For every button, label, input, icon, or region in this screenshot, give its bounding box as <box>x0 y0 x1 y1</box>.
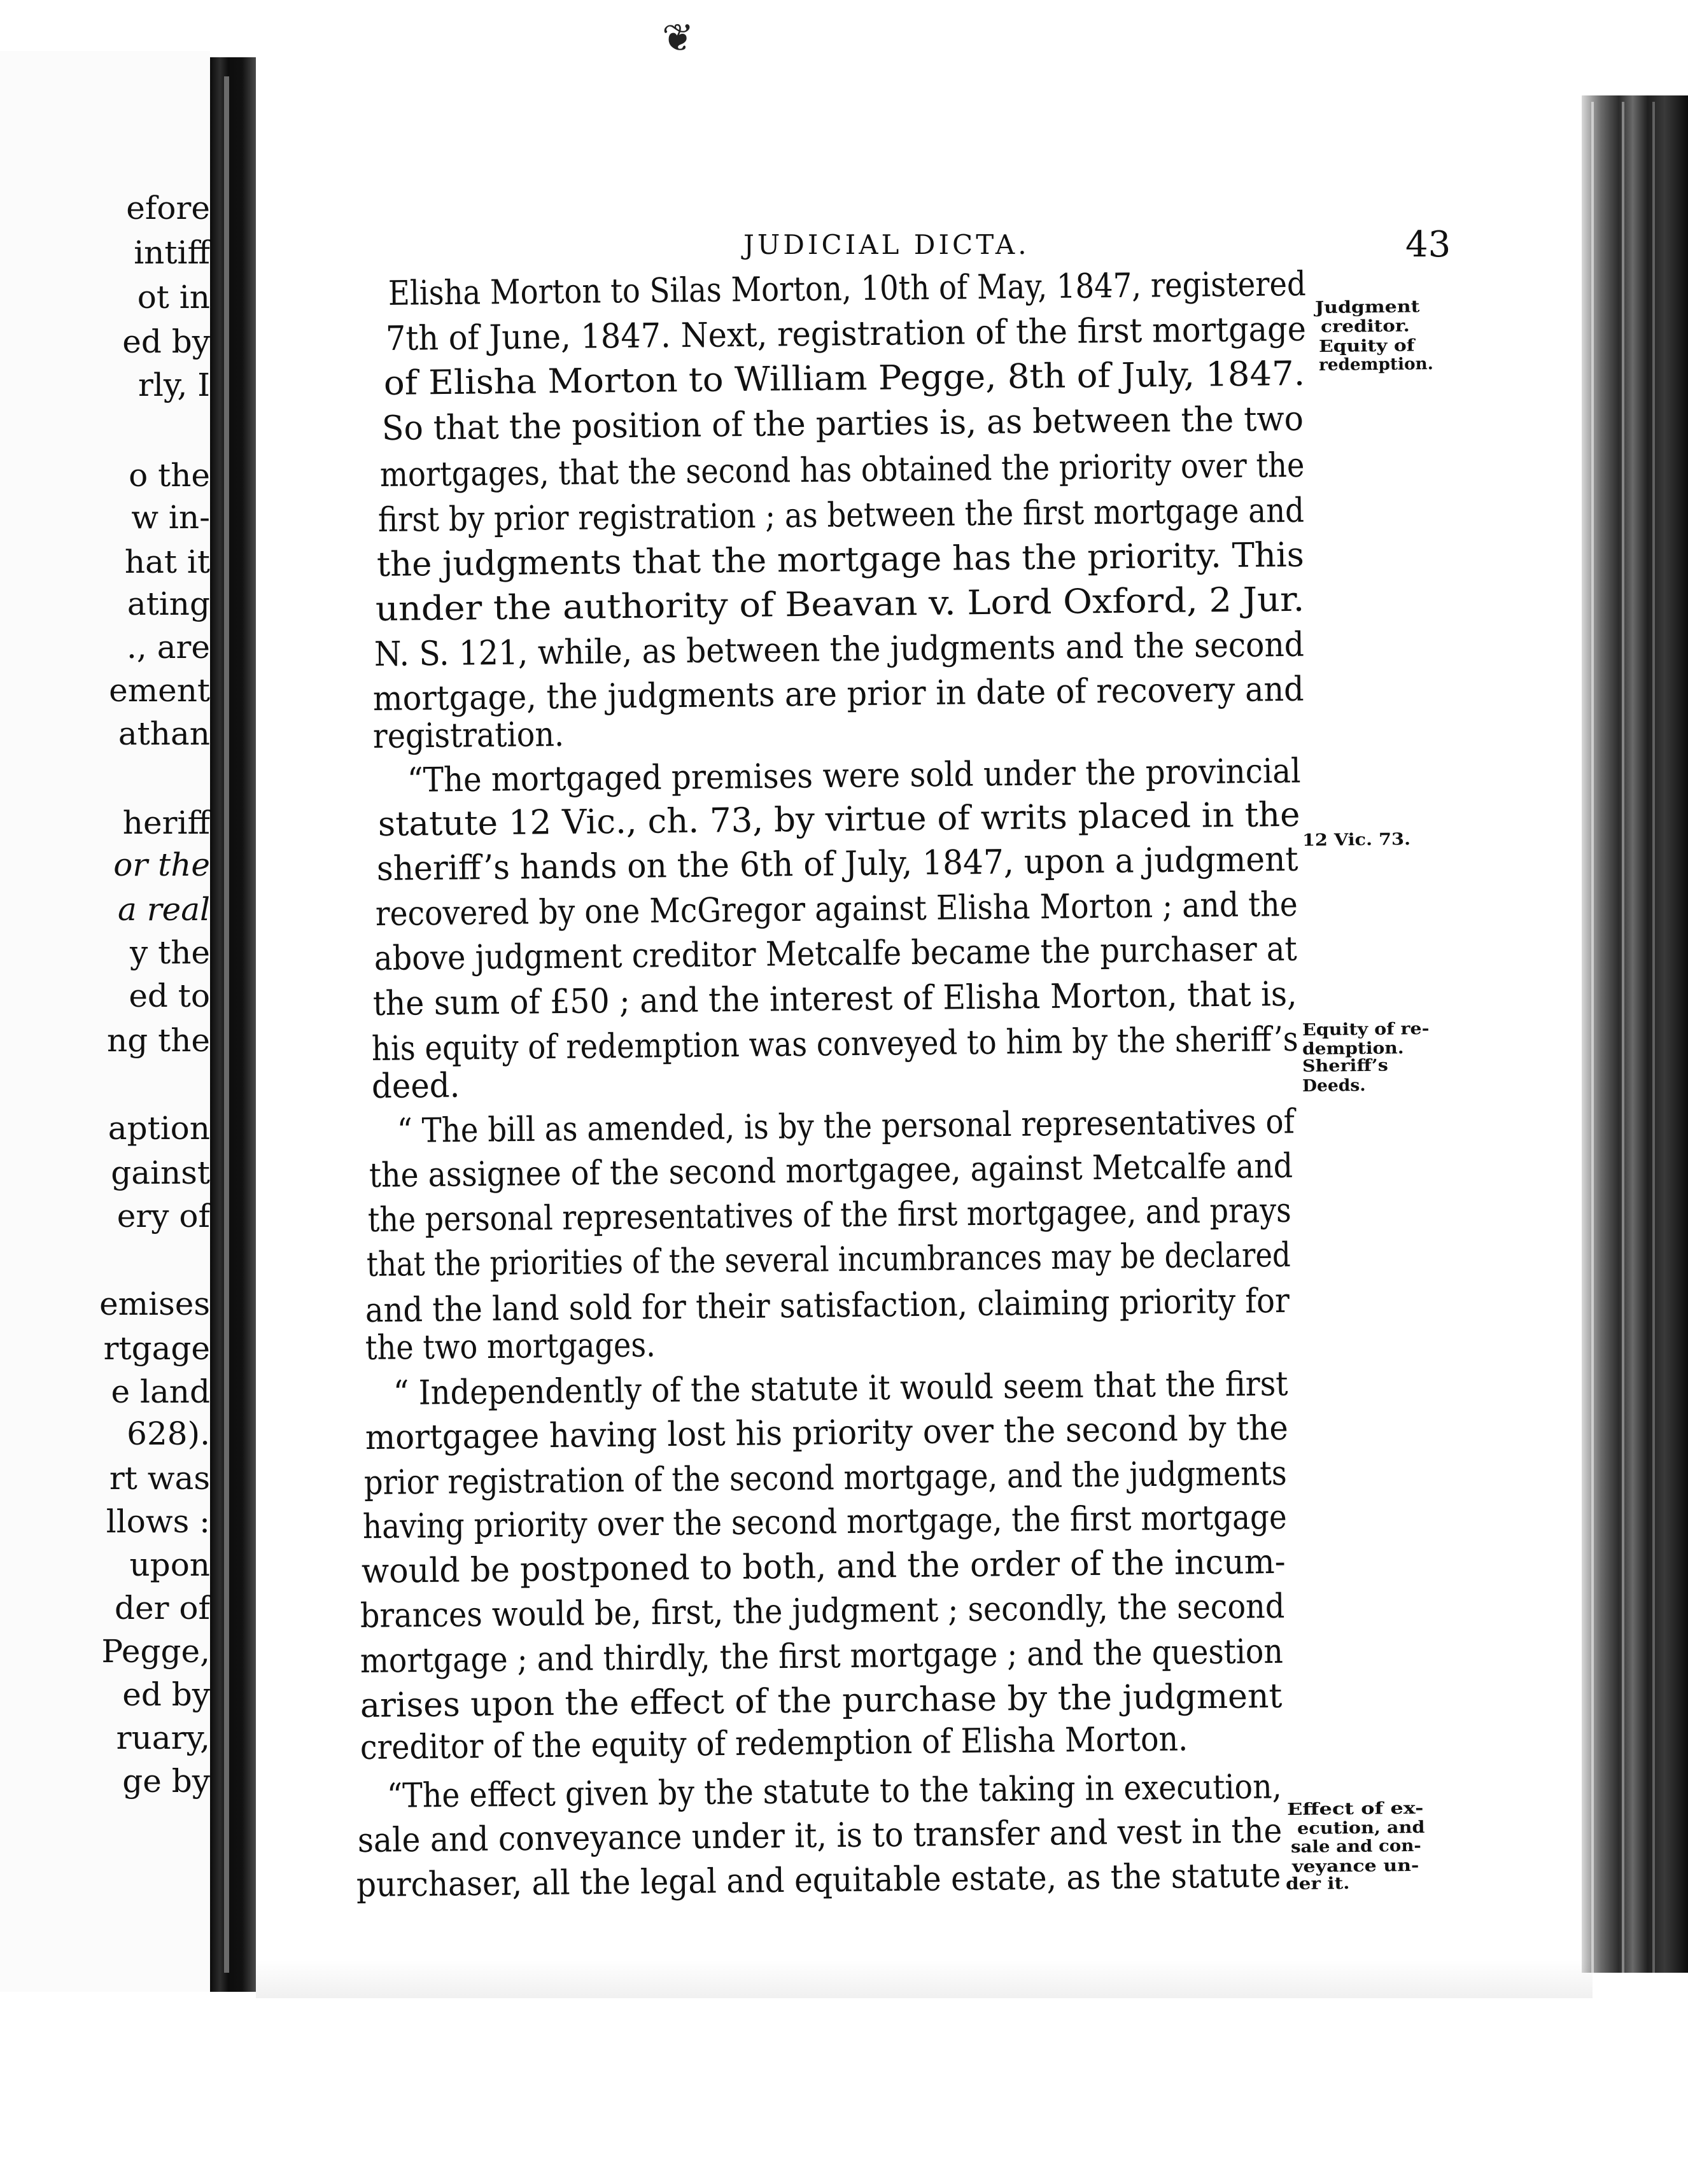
margin-note: redemption. <box>1318 354 1433 375</box>
body-text-line: of Elisha Morton to William Pegge, 8th of July, 1847. <box>383 354 1305 403</box>
scan-speck: ❦ <box>662 16 694 60</box>
margin-note: Equity of re- <box>1302 1019 1430 1040</box>
left-page-text-line: ement <box>109 672 210 709</box>
left-page-text-line: der of <box>115 1590 210 1627</box>
body-text-line: registration. <box>372 715 565 756</box>
body-text-line: above judgment creditor Metcalfe became the purchaser at <box>374 929 1297 978</box>
left-page-text-line: upon <box>129 1546 210 1583</box>
body-text-line: 7th of June, 1847. Next, registration of the first mortgage <box>385 309 1307 358</box>
body-text-line: mortgage ; and thirdly, the first mortgage ; and the question <box>360 1632 1284 1681</box>
gutter-highlight <box>224 76 229 1973</box>
left-page-text-line: y the <box>129 934 210 971</box>
left-page-text-line: ruary, <box>116 1719 210 1756</box>
left-page-text-line: ery of <box>116 1198 210 1235</box>
body-text-line: recovered by one McGregor against Elisha Morton ; and the <box>375 885 1298 934</box>
left-page-text-line: o the <box>129 457 210 494</box>
left-page-text-line: intiff <box>134 234 210 271</box>
body-text-line: mortgage, the judgments are prior in date of recovery and <box>372 669 1304 718</box>
body-text-line: creditor of the equity of redemption of Elisha Morton. <box>360 1719 1188 1767</box>
body-text-line: statute 12 Vic., ch. 73, by virtue of writs placed in the <box>377 795 1300 844</box>
body-text-line: the personal representatives of the first mortgagee, and prays <box>367 1191 1291 1240</box>
body-text-line: the two mortgages. <box>365 1326 656 1368</box>
left-page-text-line: gainst <box>111 1154 210 1191</box>
margin-note: demption. <box>1302 1039 1404 1059</box>
body-text-line: sale and conveyance under it, is to transfer and vest in the <box>357 1811 1283 1860</box>
left-page-text-line: athan <box>118 715 210 752</box>
body-text-line: arises upon the effect of the purchase by the judgment <box>360 1676 1283 1725</box>
margin-note: sale and con- <box>1290 1836 1421 1857</box>
left-page-text-line: w in- <box>131 499 210 536</box>
left-page-text-line: efore <box>126 190 210 227</box>
body-text-line: “The mortgaged premises were sold under the provincial <box>407 752 1301 800</box>
left-page-text-line: Pegge, <box>101 1633 210 1670</box>
page-edge-line <box>1622 102 1624 1973</box>
left-page-text-line: emises <box>99 1285 210 1322</box>
left-page-text-line: ge by <box>122 1763 210 1800</box>
body-text-line: purchaser, all the legal and equitable estate, as the statute <box>356 1856 1281 1905</box>
running-header: JUDICIAL DICTA. <box>743 229 1030 260</box>
margin-note: der it. <box>1285 1873 1350 1894</box>
left-page-text-line: ed by <box>122 323 210 360</box>
body-text-line: deed. <box>371 1066 460 1106</box>
body-text-line: N. S. 121, while, as between the judgments and the second <box>374 625 1305 674</box>
left-page-text-line: rt was <box>109 1460 210 1497</box>
left-page-text-line: ating <box>127 585 210 622</box>
margin-note: Sheriff’s <box>1302 1056 1388 1076</box>
left-page-text-line: ., are <box>127 629 210 666</box>
body-text-line: sheriff’s hands on the 6th of July, 1847, upon a judgment <box>376 839 1298 888</box>
body-text-line: would be postponed to both, and the order of the incum- <box>361 1542 1286 1591</box>
body-text-line: having priority over the second mortgage, the first mortgage <box>362 1497 1288 1546</box>
page-number: 43 <box>1405 224 1451 265</box>
body-text-line: “ The bill as amended, is by the personal representatives of <box>397 1102 1295 1151</box>
left-page-text-line: heriff <box>122 804 210 841</box>
body-text-line: the judgments that the mortgage has the priority. This <box>376 535 1305 584</box>
body-text-line: brances would be, first, the judgment ; secondly, the second <box>360 1586 1285 1635</box>
body-text-line: “ Independently of the statute it would seem that the first <box>393 1364 1288 1413</box>
margin-note: veyance un- <box>1291 1856 1419 1877</box>
body-text-line: the sum of £50 ; and the interest of Elisha Morton, that is, <box>372 974 1297 1023</box>
page-bottom-shadow <box>256 1960 1593 1998</box>
left-page-text-line: hat it <box>124 543 210 580</box>
page-edge-line <box>1591 102 1594 1973</box>
book-gutter <box>210 57 256 1992</box>
body-text-line: first by prior registration ; as between the first mortgage and <box>377 491 1305 540</box>
body-text-line: mortgages, that the second has obtained the priority over the <box>379 445 1305 494</box>
margin-note: Equity of <box>1318 336 1415 356</box>
left-page-text-line: e land <box>111 1373 210 1410</box>
body-text-line: Elisha Morton to Silas Morton, 10th of May, 1847, registered <box>388 264 1307 313</box>
left-page-text-line: ot in <box>137 279 210 316</box>
left-page-text-line: or the <box>113 846 210 883</box>
left-page-text-line: ed to <box>129 977 210 1014</box>
left-page-text-line: llows : <box>106 1503 210 1540</box>
right-page-edge <box>1582 95 1688 1973</box>
margin-note: creditor. <box>1320 316 1410 337</box>
body-text-line: that the priorities of the several incumbrances may be declared <box>366 1235 1291 1284</box>
margin-note: ecution, and <box>1297 1817 1425 1838</box>
body-text-line: his equity of redemption was conveyed to him by the sheriff’s <box>371 1019 1298 1068</box>
left-page-text-line: aption <box>108 1110 210 1147</box>
body-text-line: So that the position of the parties is, as between the two <box>381 399 1304 448</box>
body-text-line: the assignee of the second mortgagee, against Metcalfe and <box>369 1146 1293 1195</box>
body-text-line: prior registration of the second mortgage, and the judgments <box>363 1453 1287 1502</box>
body-text-line: under the authority of Beavan v. Lord Oxford, 2 Jur. <box>375 580 1305 629</box>
margin-note: Judgment <box>1314 297 1420 318</box>
left-page-text-line: ed by <box>122 1676 210 1713</box>
margin-note: 12 Vic. 73. <box>1302 830 1411 850</box>
left-page-text-line: rly, I <box>137 367 210 403</box>
body-text-line: mortgagee having lost his priority over the second by the <box>365 1408 1289 1457</box>
body-text-line: and the land sold for their satisfaction, claiming priority for <box>365 1281 1290 1330</box>
margin-note: Deeds. <box>1302 1075 1366 1096</box>
left-page-text-line: ng the <box>107 1022 210 1059</box>
left-page-text-line: 628). <box>127 1415 210 1452</box>
left-facing-page-fragment <box>0 51 210 1992</box>
page-edge-line <box>1652 102 1655 1973</box>
margin-note: Effect of ex- <box>1286 1798 1424 1819</box>
left-page-text-line: a real <box>118 891 210 928</box>
left-page-text-line: rtgage <box>103 1330 210 1367</box>
body-text-line: “The effect given by the statute to the taking in execution, <box>386 1767 1282 1816</box>
